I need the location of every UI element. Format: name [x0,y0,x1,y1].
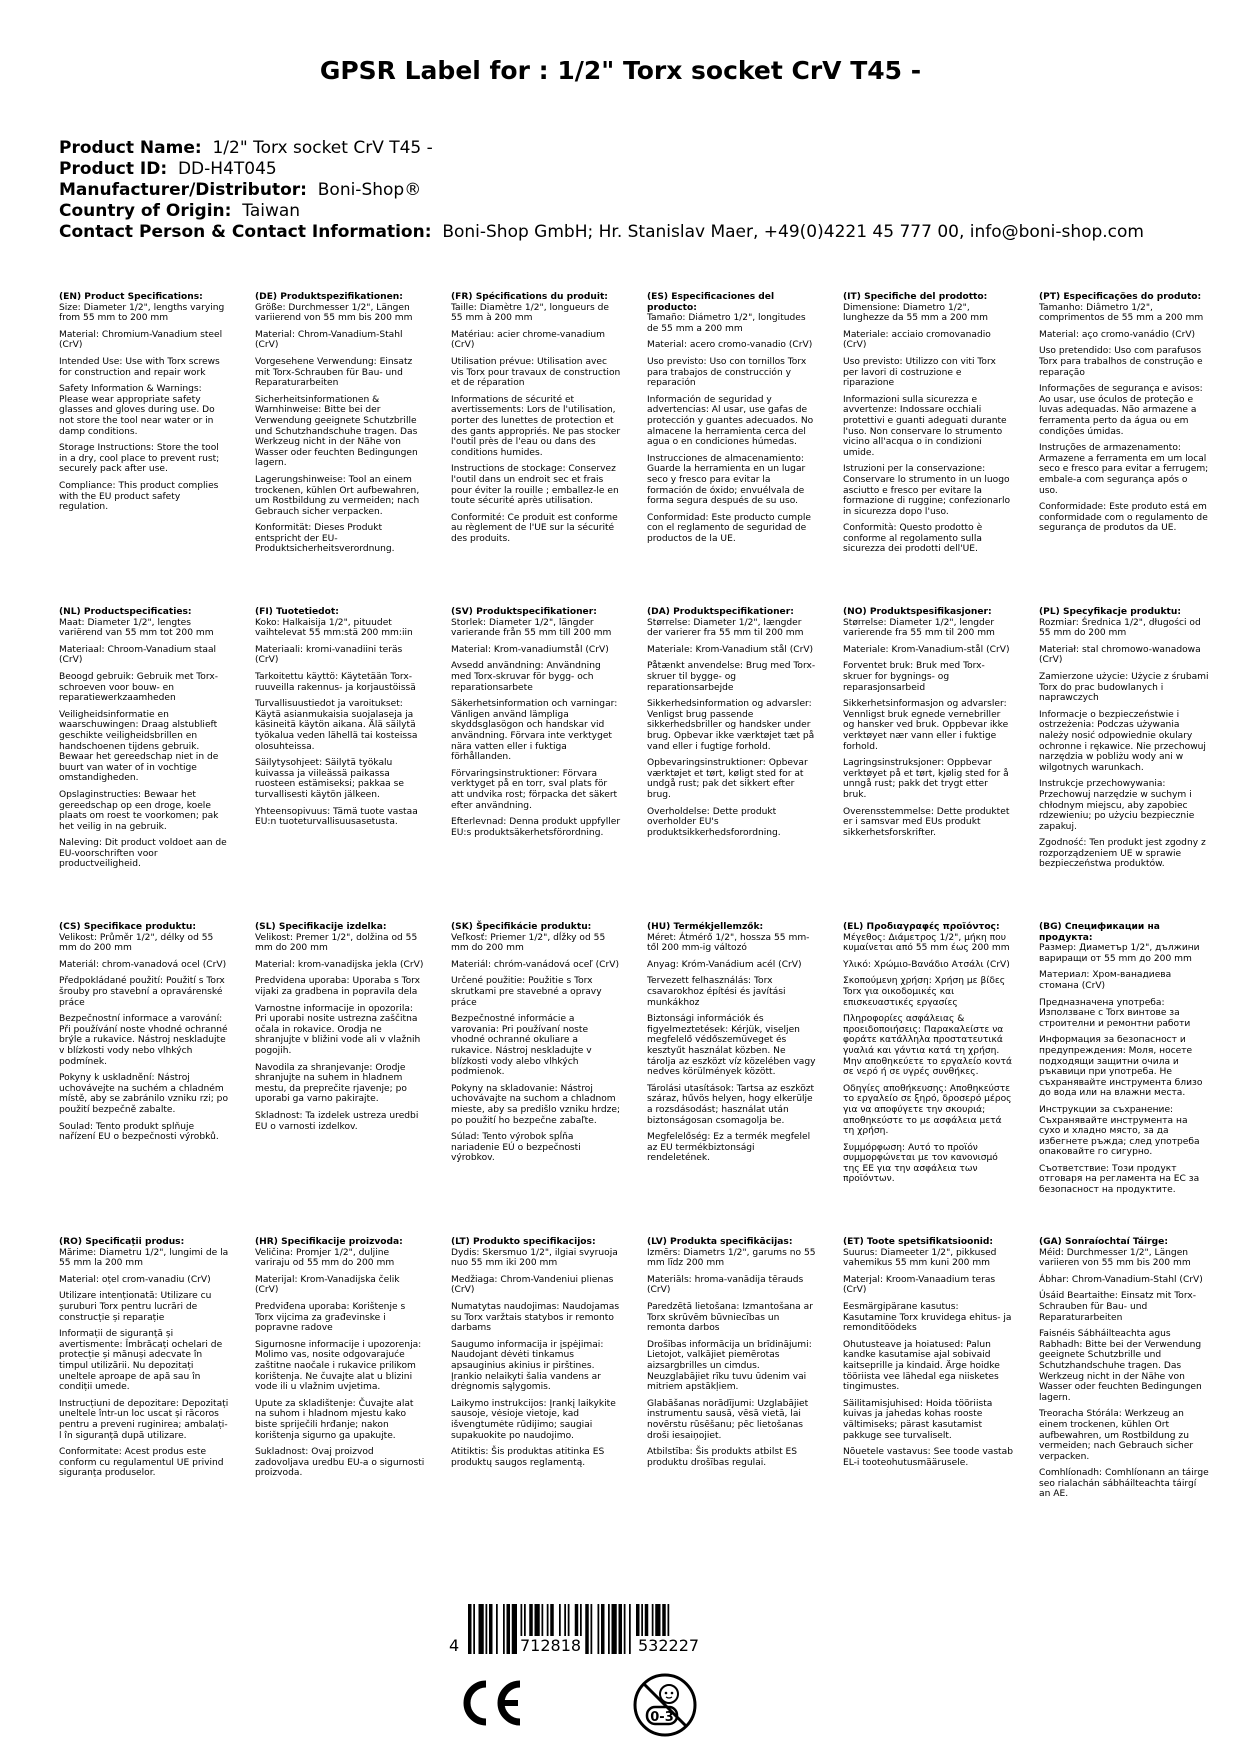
spec-block-line: Säilitamisjuhised: Hoida tööriista kuivas ja jahedas kohas rooste vältimiseks; pärast kasutamist pakkuge see turvaliselt. [843,1398,993,1441]
spec-block-line: Konformität: Dieses Produkt entspricht der EU-Produktsicherheitsverordnung. [255,523,395,555]
spec-block [647,292,817,550]
spec-block-line: Méid: Durchmesser 1/2", Längen variieren von 55 mm bis 200 mm [1039,1247,1191,1269]
spec-block-line: Velikost: Průměr 1/2", délky od 55 mm do 200 mm [59,932,214,954]
spec-block-line: Conformità: Questo prodotto è conforme al regolamento sulla sicurezza dei prodotti dell'UE. [843,523,983,555]
manufacturer-row [59,180,1144,201]
spec-block-title: (ET) Toote spetsifikatsioonid: [843,1237,994,1247]
product-id-value: DD-H4T045 [177,159,277,179]
spec-block-line: Materiál: chróm-vanádová oceľ (CrV) [451,959,619,970]
spec-block-title: (FR) Spécifications du produit: [451,292,608,302]
spec-block-line: Safety Information & Warnings: Please wear appropriate safety glasses and gloves during use. Do not store the tool near water or in damp conditions. [59,384,215,437]
spec-block-line: Intended Use: Use with Torx screws for construction and repair work [59,356,220,378]
spec-block-line: Matériau: acier chrome-vanadium (CrV) [451,329,606,351]
spec-block-line: Méret: Átmérő 1/2", hossza 55 mm-től 200 mm-ig változó [647,932,810,954]
spec-block [647,922,817,1170]
spec-block-line: Υλικό: Χρώμιο-Βανάδιο Ατσάλι (CrV) [843,959,1010,970]
spec-block-line: Material: oțel crom-vanadiu (CrV) [59,1274,211,1285]
spec-block-title: (EL) Προδιαγραφές προϊόντος: [843,922,1000,932]
spec-block-line: Bezpečnostné informácie a varovania: Pri používaní noste vhodné ochranné okuliare a rukavice. Nástroj neskladujte v blízkosti vody alebo vlhkých podmienok. [451,1014,592,1078]
spec-block-line: Материал: Хром-ванадиева стомана (CrV) [1039,970,1172,991]
barcode-bar [624,1604,626,1654]
product-name-value: 1/2" Torx socket CrV T45 - [212,138,433,158]
spec-block-line: Tamaño: Diámetro 1/2", longitudes de 55 mm a 200 mm [647,313,806,334]
spec-block-title: (PT) Especificações do produto: [1039,292,1202,302]
barcode-bar [591,1604,593,1654]
spec-block-line: Säilytysohjeet: Säilytä työkalu kuivassa ja viileässä paikassa ruosteen estämiseksi; pakkaa se turvallisesti käytön jälkeen. [255,758,404,800]
spec-block-line: Rozmiar: Średnica 1/2", długości od 55 mm do 200 mm [1039,617,1201,639]
spec-block [59,922,229,1149]
barcode-bar [598,1604,600,1654]
barcode-bar [619,1604,623,1654]
spec-block-line: Materiāls: hroma-vanādija tērauds (CrV) [647,1274,804,1296]
barcode-bar [512,1604,517,1654]
spec-block-line: Compliance: This product complies with the EU product safety regulation. [59,480,219,513]
barcode-digits-left: 712818 [520,1636,582,1655]
spec-block-line: Comhlíonadh: Comhlíonann an táirge seo rialachán sábháilteachta táirgí an AE. [1039,1468,1209,1500]
spec-block-line: Предназначена употреба: Използване с Torx винтове за строителни и ремонтни работи [1039,997,1191,1029]
spec-block-line: Istruzioni per la conservazione: Conservare lo strumento in un luogo asciutto e fresco per evitare la formazione di ruggine; confezionarlo in sicurezza dopo l'uso. [843,464,1011,517]
spec-block-title: (EN) Product Specifications: [59,292,203,302]
spec-block-line: Mărime: Diametru 1/2", lungimi de la 55 mm la 200 mm [59,1247,229,1269]
spec-block [255,607,425,834]
spec-block [843,607,1013,844]
spec-block [255,1237,425,1485]
spec-block-line: Tervezett felhasználás: Torx csavarokhoz építési és javítási munkákhoz [647,976,786,1008]
spec-block-line: Conformidade: Este produto está em conformidade com o regulamento de segurança de produtos da UE. [1039,502,1208,534]
spec-block-line: Material: aço cromo-vanádio (CrV) [1039,329,1196,340]
spec-block-line: Veličina: Promjer 1/2", duljine variraju od 55 mm do 200 mm [255,1247,395,1269]
spec-block [843,922,1013,1191]
spec-block-line: Material: Chromium-Vanadium steel (CrV) [59,329,223,351]
spec-block-line: Pokyny k uskladnění: Nástroj uchovávejte na suchém a chladném místě, aby se zabránilo vzniku rzi; po použití bezpečně zabalte. [59,1073,229,1115]
spec-block-line: Nõuetele vastavus: See toode vastab EL-i tooteohutusmäärusele. [843,1447,1013,1468]
spec-block-line: Maat: Diameter 1/2", lengtes variërend van 55 mm tot 200 mm [59,617,214,639]
barcode-bar [629,1604,631,1654]
spec-block-line: Eesmärgipärane kasutus: Kasutamine Torx kruvidega ehitus- ja remonditöödeks [843,1301,1012,1334]
spec-block-line: Förvaringsinstruktioner: Förvara verktyget på en torr, sval plats för att undvika rost; förpacka det säkert efter användning. [451,768,618,811]
spec-block-line: Velikost: Premer 1/2", dolžina od 55 mm do 200 mm [255,932,418,954]
spec-block-line: Opbevaringsinstruktioner: Opbevar værktøjet et tørt, køligt sted for at undgå rust; pak det sikkert efter brug. [647,758,808,800]
spec-block-line: Συμμόρφωση: Αυτό το προϊόν συμμορφώνεται με τον κανονισμό της ΕΕ για την ασφάλεια των προϊόντων. [843,1142,998,1185]
spec-block-title: (SK) Špecifikácie produktu: [451,922,592,932]
spec-block-line: Saugumo informacija ir įspėjimai: Naudojant dėvėti tinkamus apsauginius akinius ir pirštines. Įrankio nelaikyti šalia vandens ar drėgnomis sąlygomis. [451,1339,604,1393]
spec-block-line: Biztonsági információk és figyelmeztetések: Kérjük, viseljen megfelelő védőszemüveget és kesztyűt használat közben. Ne tárolja az eszközt víz közelében vagy nedves körülmények között. [647,1014,816,1078]
spec-block [451,922,621,1170]
spec-block-line: Størrelse: Diameter 1/2", længder der varierer fra 55 mm til 200 mm [647,617,804,639]
spec-block-line: Material: acero cromo-vanadio (CrV) [647,340,813,351]
spec-block [647,607,817,844]
spec-block [843,292,1013,561]
spec-block-line: Zgodność: Ten produkt jest zgodny z rozporządzeniem UE w sprawie bezpieczeństwa produktów. [1039,838,1206,870]
manufacturer-label: Manufacturer/Distributor: [59,180,307,200]
country-label: Country of Origin: [59,201,232,221]
spec-block-line: Materiał: stal chromowo-wanadowa (CrV) [1039,644,1201,666]
spec-block-line: Suurus: Diameeter 1/2", pikkused vahemikus 55 mm kuni 200 mm [843,1247,997,1269]
spec-block-title: (RO) Specificații produs: [59,1237,185,1247]
spec-block-title: (CS) Specifikace produktu: [59,922,196,932]
spec-block-line: Dydis: Skersmuo 1/2", ilgiai svyruoja nuo 55 mm iki 200 mm [451,1247,618,1269]
spec-block-line: Πληροφορίες ασφάλειας & προειδοποιήσεις: Παρακαλείστε να φοράτε κατάλληλα προστατευτικά γυαλιά και γάντια κατά τη χρήση. Μην αποθηκεύετε το εργαλείο κοντά σε νερό ή σε υγρές συνθήκες. [843,1014,1012,1078]
spec-block [451,607,621,844]
spec-block-line: Megfelelőség: Ez a termék megfelel az EU termékbiztonsági rendeletének. [647,1132,811,1164]
spec-block-title: (DE) Produktspezifikationen: [255,292,403,302]
spec-block-title: (PL) Specyfikacje produktu: [1039,607,1181,617]
spec-block-line: Σκοπούμενη χρήση: Χρήση με βίδες Torx για οικοδομικές και επισκευαστικές εργασίες [843,976,1006,1008]
spec-block [59,292,229,519]
spec-block-line: Glabāšanas norādījumi: Uzglabājiet instrumentu sausā, vēsā vietā, lai novērstu rūsēšanu; pēc lietošanas droši iesaiņojiet. [647,1398,809,1441]
spec-block-line: Tárolási utasítások: Tartsa az eszközt száraz, hűvös helyen, hogy elkerülje a rozsdásodást; használat után biztonságosan csomagolja be. [647,1083,815,1126]
spec-block-line: Materiaali: kromi-vanadiini teräs (CrV) [255,644,403,666]
spec-block-line: Forventet bruk: Bruk med Torx-skruer for bygnings- og reparasjonsarbeid [843,661,985,693]
spec-block-line: Beoogd gebruik: Gebruik met Torx-schroeven voor bouw- en reparatiewerkzaamheden [59,671,219,704]
spec-block-title: (FI) Tuotetiedot: [255,607,339,617]
spec-block-line: Sikkerhetsinformasjon og advarsler: Vennligst bruk egnede vernebriller og hansker ved bruk. Oppbevar ikke verktøyet nær vann eller i fuktige forhold. [843,699,1009,752]
spec-block-line: Veľkosť: Priemer 1/2", dĺžky od 55 mm do 200 mm [451,932,606,954]
spec-block-title: (NL) Productspecificaties: [59,607,192,617]
spec-block-line: Informații de siguranță și avertismente: Îmbrăcați ochelari de protecție și mănuși adecvate în timpul utilizării. Nu depozitați uneltele aproape de apă sau în condiții umede. [59,1329,223,1393]
spec-block-line: Utilizare intenționată: Utilizare cu șuruburi Torx pentru lucrări de construcție și reparație [59,1291,212,1323]
spec-block-line: Numatytas naudojimas: Naudojamas su Torx varžtais statybos ir remonto darbams [451,1301,620,1334]
spec-block-line: Instrucțiuni de depozitare: Depozitați uneltele într-un loc uscat și răcoros pentru a preveni ruginirea; ambalați-l în siguranță după utilizare. [59,1398,229,1441]
barcode-bar [489,1604,493,1654]
spec-block-line: Uso previsto: Uso con tornillos Torx para trabajos de construcción y reparación [647,356,807,389]
spec-block-line: Instructions de stockage: Conservez l'outil dans un endroit sec et frais pour éviter la rouille ; emballez-le en toute sécurité après utilisation. [451,464,619,507]
spec-block-line: Инструкции за съхранение: Съхранявайте инструмента на сухо и хладно място, за да избегнете ръжда; след употреба опаковайте го сигурно. [1039,1104,1200,1158]
product-name-label: Product Name: [59,138,202,158]
spec-block-line: Anyag: Króm-Vanádium acél (CrV) [647,959,802,970]
spec-block-line: Storlek: Diameter 1/2", längder varierande från 55 mm till 200 mm [451,617,612,639]
product-id-row [59,159,1144,180]
spec-block-line: Materiaal: Chroom-Vanadium staal (CrV) [59,644,217,666]
spec-block-line: Materijal: Krom-Vanadijska čelik (CrV) [255,1274,400,1296]
spec-block [451,1237,621,1474]
spec-block-line: Vorgesehene Verwendung: Einsatz mit Torx-Schrauben für Bau- und Reparaturarbeiten [255,356,413,389]
spec-block [1039,607,1209,876]
spec-block-title: (ES) Especificaciones del producto: [647,292,775,313]
spec-block-line: Navodila za shranjevanje: Orodje shranjujte na suhem in hladnem mestu, da preprečite rjavenje; po uporabi ga varno pakirajte. [255,1062,407,1105]
spec-block-line: Instrukcje przechowywania: Przechowuj narzędzie w suchym i chłodnym miejscu, aby zapobiec rdzewieniu; po użyciu bezpiecznie zapakuj. [1039,779,1195,832]
spec-block-line: Conformitate: Acest produs este conform cu regulamentul UE privind siguranța produselor. [59,1447,224,1479]
spec-block [647,1237,817,1474]
spec-block-line: Size: Diameter 1/2", lengths varying from 55 mm to 200 mm [59,302,225,324]
spec-block-line: Größe: Durchmesser 1/2", Längen variierend von 55 mm bis 200 mm [255,302,413,324]
country-value: Taiwan [242,201,301,221]
spec-block [59,607,229,876]
spec-block-line: Skladnost: Ta izdelek ustreza uredbi EU o varnosti izdelkov. [255,1110,419,1132]
spec-block-line: Overholdelse: Dette produkt overholder EU's produktsikkerhedsforordning. [647,806,781,838]
spec-block-line: Izmērs: Diametrs 1/2", garums no 55 mm līdz 200 mm [647,1247,816,1269]
spec-block-line: Opslaginstructies: Bewaar het gereedschap op een droge, koele plaats om roest te voorkomen; pak het veilig in na gebruik. [59,789,219,832]
spec-block-line: Yhteensopivuus: Tämä tuote vastaa EU:n tuoteturvallisuusasetusta. [255,806,418,828]
spec-block-title: (IT) Specifiche del prodotto: [843,292,988,302]
ce-mark-icon [456,1678,524,1728]
spec-block-line: Materiale: Krom-Vanadium stål (CrV) [647,644,814,655]
spec-block-line: Koko: Halkaisija 1/2", pituudet vaihtelevat 55 mm:stä 200 mm:iin [255,617,413,639]
spec-block-line: Material: krom-vanadijska jekla (CrV) [255,959,424,970]
spec-block-line: Material: Chrom-Vanadium-Stahl (CrV) [255,329,403,351]
spec-block-line: Materjal: Kroom-Vanaadium teras (CrV) [843,1274,996,1296]
spec-block-line: Информация за безопасност и предупреждения: Моля, носете подходящи защитни очила и ръкавици при употреба. Не съхранявайте инструмента близо до вода или на влажни места. [1039,1035,1203,1099]
spec-block-line: Utilisation prévue: Utilisation avec vis Torx pour travaux de construction et de réparation [451,356,621,389]
spec-block-line: Material: Krom-vanadiumstål (CrV) [451,644,609,655]
spec-block-line: Naleving: Dit product voldoet aan de EU-voorschriften voor productveiligheid. [59,838,227,870]
barcode-bar [468,1604,472,1654]
barcode-digit-prefix: 4 [449,1636,460,1655]
barcode-bar [601,1604,605,1654]
spec-block-title: (LT) Produkto specifikacijos: [451,1237,596,1247]
spec-block-line: Materiál: chrom-vanadová ocel (CrV) [59,959,227,970]
spec-block-line: Efterlevnad: Denna produkt uppfyller EU:s produktsäkerhetsförordning. [451,817,621,838]
spec-block-line: Tarkoitettu käyttö: Käytetään Torx-ruuveilla rakennus- ja korjaustöissä [255,671,416,693]
product-id-label: Product ID: [59,159,168,179]
spec-block-title: (HR) Specifikacije proizvoda: [255,1237,403,1247]
spec-block [451,292,621,550]
spec-block [59,1237,229,1485]
spec-block-line: Pokyny na skladovanie: Nástroj uchovávajte na suchom a chladnom mieste, aby sa predišlo vzniku hrdze; po použití ho bezpečne zabaľte. [451,1083,621,1126]
spec-block-line: Informazioni sulla sicurezza e avvertenze: Indossare occhiali protettivi e guanti adeguati durante l'uso. Non conservare lo strumento vicino all'acqua o in condizioni umide. [843,394,1007,458]
barcode-bar [473,1604,475,1654]
spec-block-line: Overensstemmelse: Dette produktet er i samsvar med EUs produkt sikkerhetsforskrifter. [843,806,1010,838]
spec-block-title: (SL) Specifikacije izdelka: [255,922,387,932]
spec-block-line: Οδηγίες αποθήκευσης: Αποθηκεύστε το εργαλείο σε ξηρό, δροσερό μέρος για να αποφύγετε την σκουριά; αποθηκεύστε το με ασφάλεια μετά τη χρήση. [843,1083,1012,1137]
spec-block-line: Uso pretendido: Uso com parafusos Torx para trabalhos de construção e reparação [1039,346,1203,378]
spec-block-line: Bezpečnostní informace a varování: Při používání noste vhodné ochranné brýle a rukavice. Nástroj neskladujte v blízkosti vody nebo vlhkých podmínek. [59,1014,228,1067]
spec-block-line: Avsedd användning: Användning med Torx-skruvar för bygg- och reparationsarbete [451,661,601,693]
spec-block-line: Drošības informācija un brīdinājumi: Lietojot, valkājiet piemērotas aizsargbrilles un cimdus. Neuzglabājiet rīku tuvu ūdenim vai mitriem apstākļiem. [647,1339,812,1393]
spec-block-line: Faisnéis Sábháilteachta agus Rabhadh: Bitte bei der Verwendung geeignete Schutzbrille und Schutzhandschuhe tragen. Das Werkzeug nicht in der Nähe von Wasser oder feuchten Bedingungen lagern. [1039,1329,1202,1403]
spec-block-title: (GA) Sonraíochtaí Táirge: [1039,1237,1168,1247]
spec-block-line: Instrucciones de almacenamiento: Guarde la herramienta en un lugar seco y fresco para evitar la formación de óxido; envuélvala de forma segura después de su uso. [647,453,806,507]
spec-block-line: Размер: Диаметър 1/2", дължини вариращи от 55 mm до 200 mm [1039,943,1200,964]
spec-block-line: Säkerhetsinformation och varningar: Vänligen använd lämpliga skyddsglasögon och handskar vid användning. Förvara inte verktyget nära vatten eller i fuktiga förhållanden. [451,699,618,763]
page-title: GPSR Label for : 1/2" Torx socket CrV T45 - [319,56,922,85]
spec-block-line: Taille: Diamètre 1/2", longueurs de 55 mm à 200 mm [451,302,609,324]
barcode-bar [612,1604,617,1654]
barcode-bar [507,1604,511,1654]
spec-block-line: Tamanho: Diâmetro 1/2", comprimentos de 55 mm a 200 mm [1039,302,1204,324]
spec-block-line: Conformidad: Este producto cumple con el reglamento de seguridad de productos de la UE. [647,512,811,544]
spec-block-line: Paredzētā lietošana: Izmantošana ar Torx skrūvēm būvniecības un remonta darbos [647,1301,813,1334]
product-name-row [59,138,1144,159]
contact-label: Contact Person & Contact Information: [59,222,432,242]
barcode-bar [479,1604,484,1654]
spec-block-line: Μέγεθος: Διάμετρος 1/2", μήκη που κυμαίνεται από 55 mm έως 200 mm [843,932,1010,954]
spec-block-line: Veiligheidsinformatie en waarschuwingen: Draag alstublieft geschikte veiligheidsbrillen en handschoenen tijdens gebruik. Bewaar het gereedschap niet in de buurt van water of in vochtige omstandigheden. [59,709,219,784]
spec-block [255,922,425,1138]
spec-block-line: Ohutusteave ja hoiatused: Palun kandke kasutamise ajal sobivaid kaitseprille ja kindaid. Ärge hoidke tööriista vee lähedal ega niisketes tingimustes. [843,1339,1000,1393]
spec-block-title: (HU) Termékjellemzők: [647,922,764,932]
spec-block-line: Ábhar: Chrom-Vanadium-Stahl (CrV) [1039,1274,1203,1285]
spec-block-line: Předpokládané použití: Použití s Torx šrouby pro stavební a opravárenské práce [59,976,225,1008]
spec-block-title: (BG) Спецификации на продукта: [1039,922,1160,943]
spec-block-title: (NO) Produktspesifikasjoner: [843,607,992,617]
spec-block-line: Påtænkt anvendelse: Brug med Torx-skruer til bygge- og reparationsarbejde [647,661,816,693]
product-info [59,138,1144,243]
spec-block-line: Medžiaga: Chrom-Vandeniui plienas (CrV) [451,1274,614,1296]
spec-block-line: Informações de segurança e avisos: Ao usar, use óculos de proteção e luvas adequadas. Não armazene a ferramenta perto da água ou em condições úmidas. [1039,384,1203,437]
spec-block-line: Soulad: Tento produkt splňuje nařízení EU o bezpečnosti výrobků. [59,1121,219,1143]
spec-block-title: (LV) Produkta specifikācijas: [647,1237,793,1247]
age-warning-label: 0-3 [650,1710,674,1725]
spec-block-line: Størrelse: Diameter 1/2", lengder varierende fra 55 mm til 200 mm [843,617,995,639]
spec-block-line: Materiale: Krom-Vanadium-stål (CrV) [843,644,1010,655]
spec-block-line: Zamierzone użycie: Użycie z śrubami Torx do prac budowlanych i naprawczych [1039,671,1209,704]
barcode-bar [608,1604,610,1654]
spec-block-line: Predvidena uporaba: Uporaba s Torx vijaki za gradbena in popravila dela [255,976,421,997]
spec-block-line: Sicherheitsinformationen & Warnhinweise: Bitte bei der Verwendung geeignete Schutzbrille und Schutzhandschuhe tragen. Das Werkzeug nicht in der Nähe von Wasser oder feuchten Bedingungen lagern. [255,394,418,469]
spec-block-line: Conformité: Ce produit est conforme au règlement de l'UE sur la sécurité des produits. [451,512,618,544]
spec-block-line: Instruções de armazenamento: Armazene a ferramenta em um local seco e fresco para evitar a ferrugem; embale-a com segurança após o uso. [1039,443,1209,496]
spec-block-line: Sukladnost: Ovaj proizvod zadovoljava uredbu EU-a o sigurnosti proizvoda. [255,1447,425,1479]
spec-block-line: Dimensione: Diametro 1/2", lunghezze da 55 mm a 200 mm [843,302,988,324]
barcode-bar [486,1604,488,1654]
contact-row [59,222,1144,243]
spec-block [1039,292,1209,540]
spec-block [1039,922,1209,1202]
spec-block-line: Laikymo instrukcijos: Įrankį laikykite sausoje, vėsioje vietoje, kad išvengtumėte rūdijimo; saugiai supakuokite po naudojimo. [451,1398,616,1441]
spec-block-line: Información de seguridad y advertencias: Al usar, use gafas de protección y guantes adecuados. No almacene la herramienta cerca del agua o en condiciones húmedas. [647,394,814,448]
spec-block [843,1237,1013,1474]
spec-block-line: Upute za skladištenje: Čuvajte alat na suhom i hladnom mjestu kako biste spriječili hrđanje; nakon korištenja sigurno ga upakujte. [255,1398,414,1441]
barcode-bar [503,1604,505,1654]
spec-block-line: Informations de sécurité et avertissements: Lors de l'utilisation, porter des lunettes de protection et des gants appropriés. Ne pas stocker l'outil près de l'eau ou dans des conditions humides. [451,394,621,458]
spec-block-line: Určené použitie: Použitie s Torx skrutkami pre stavebné a opravy práce [451,976,602,1008]
spec-block-line: Съответствие: Този продукт отговаря на регламента на ЕС за безопасност на продуктите. [1039,1163,1200,1196]
spec-block-line: Sigurnosne informacije i upozorenja: Molimo vas, nosite odgovarajuće zaštitne naočale i rukavice prilikom korištenja. Ne čuvajte alat u blizini vode ili u vlažnim uvjetima. [255,1339,422,1393]
spec-block-line: Uso previsto: Utilizzo con viti Torx per lavori di costruzione e riparazione [843,356,996,389]
spec-block-line: Súlad: Tento výrobok spĺňa nariadenie EÚ o bezpečnosti výrobkov. [451,1132,581,1164]
spec-block-line: Turvallisuustiedot ja varoitukset: Käytä asianmukaisia suojalaseja ja käsineitä käytön aikana. Älä säilytä työkalua veden lähellä tai kosteissa olosuhteissa. [255,699,418,752]
spec-block-line: Treoracha Stórála: Werkzeug an einem trockenen, kühlen Ort aufbewahren, um Rostbildung zu vermeiden; nach Gebrauch sicher verpacken. [1039,1409,1194,1462]
manufacturer-value: Boni-Shop® [317,180,422,200]
spec-block-line: Varnostne informacije in opozorila: Pri uporabi nosite ustrezna zaščitna očala in rokavice. Orodja ne shranjujte v bližini vode ali v vlažnih pogojih. [255,1003,421,1056]
contact-value: Boni-Shop GmbH; Hr. Stanislav Maer, +49(0)4221 45 777 00, info@boni-shop.com [442,222,1144,242]
spec-block-line: Storage Instructions: Store the tool in a dry, cool place to prevent rust; securely pack after use. [59,443,220,475]
barcode-bar [585,1604,589,1654]
spec-block-line: Materiale: acciaio cromovanadio (CrV) [843,329,991,351]
spec-block-title: (SV) Produktspecifikationer: [451,607,597,617]
spec-block-line: Informacje o bezpieczeństwie i ostrzeżenia: Podczas używania należy nosić odpowiednie okulary ochronne i rękawice. Nie przechowuj narzędzia w pobliżu wody ani w wilgotnych warunkach. [1039,709,1206,773]
spec-block-line: Lagringsinstruksjoner: Oppbevar verktøyet på et tørt, kjølig sted for å unngå rust; pakk det trygt etter bruk. [843,758,1009,800]
spec-block-line: Atbilstība: Šis produkts atbilst ES produktu drošības regulai. [647,1447,798,1468]
barcode-digits-right: 532227 [638,1636,700,1655]
spec-block [255,292,425,561]
spec-block-line: Sikkerhedsinformation og advarsler: Venligst brug passende sikkerhedsbriller og handsker under brug. Opbevar ikke værktøjet tæt på vand eller i fugtige forhold. [647,699,815,752]
spec-block-line: Úsáid Beartaithe: Einsatz mit Torx-Schrauben für Bau- und Reparaturarbeiten [1039,1291,1196,1323]
spec-block-line: Lagerungshinweise: Tool an einem trockenen, kühlen Ort aufbewahren, um Rostbildung zu vermeiden; nach Gebrauch sicher verpacken. [255,474,420,517]
spec-block [1039,1237,1209,1506]
country-row [59,201,1144,222]
spec-block-line: Atitiktis: Šis produktas atitinka ES produktų saugos reglamentą. [451,1447,605,1468]
age-warning-icon [632,1672,698,1738]
barcode-bar [496,1604,498,1654]
spec-block-line: Predviđena uporaba: Korištenje s Torx vijcima za građevinske i popravne radove [255,1301,406,1334]
spec-block-title: (DA) Produktspecifikationer: [647,607,794,617]
